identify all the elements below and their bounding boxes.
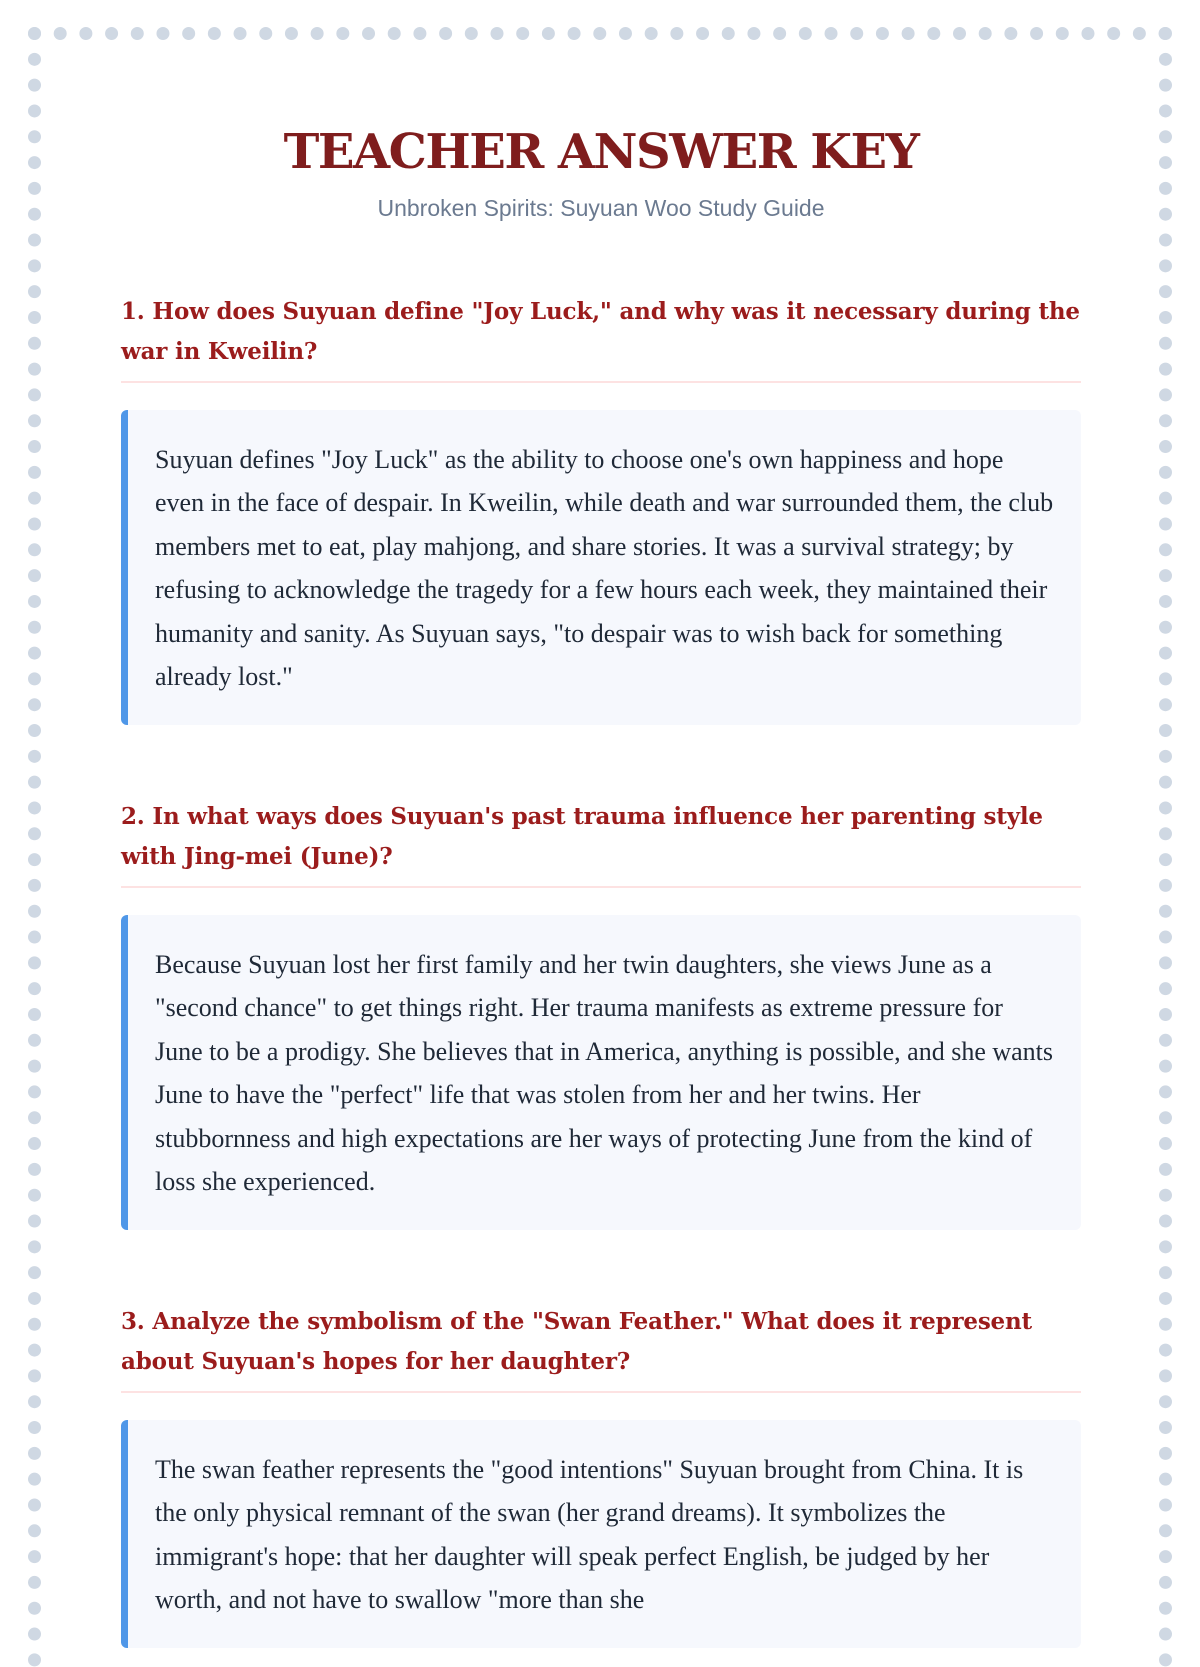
question-block-1: [121, 292, 1081, 725]
answer-box: The swan feather represents the "good intentions" Suyuan brought from China. It is the only physical remnant of the swan (her grand dreams). It symbolizes the immigrant's hope: that her daughter will speak perfect English, be judged by her worth, and not have to swallow "more than she: [121, 1420, 1081, 1648]
answer-box: Suyuan defines "Joy Luck" as the ability to choose one's own happiness and hope even in the face of despair. In Kweilin, while death and war surrounded them, the club members met to eat, play mahjong, and share stories. It was a survival strategy; by refusing to acknowledge the tragedy for a few hours each week, they maintained their humanity and sanity. As Suyuan says, "to despair was to wish back for something already lost.": [121, 410, 1081, 725]
question-block-3: [121, 1302, 1081, 1648]
question-heading: 1. How does Suyuan define "Joy Luck," and why was it necessary during the war in Kweilin?: [121, 292, 1081, 383]
question-heading: 2. In what ways does Suyuan's past trauma influence her parenting style with Jing-mei (June)?: [121, 797, 1081, 888]
answer-box: Because Suyuan lost her first family and her twin daughters, she views June as a "second chance" to get things right. Her trauma manifests as extreme pressure for June to be a prodigy. She believes that in America, anything is possible, and she wants June to have the "perfect" life that was stolen from her and her twins. Her stubbornness and high expectations are her ways of protecting June from the kind of loss she experienced.: [121, 915, 1081, 1230]
question-block-2: [121, 797, 1081, 1230]
question-heading: 3. Analyze the symbolism of the "Swan Feather." What does it represent about Suyuan's hopes for her daughter?: [121, 1302, 1081, 1393]
page-title: TEACHER ANSWER KEY: [283, 124, 919, 180]
answer-key-page: [121, 112, 1081, 1648]
page-subtitle: Unbroken Spirits: Suyuan Woo Study Guide: [377, 194, 825, 221]
